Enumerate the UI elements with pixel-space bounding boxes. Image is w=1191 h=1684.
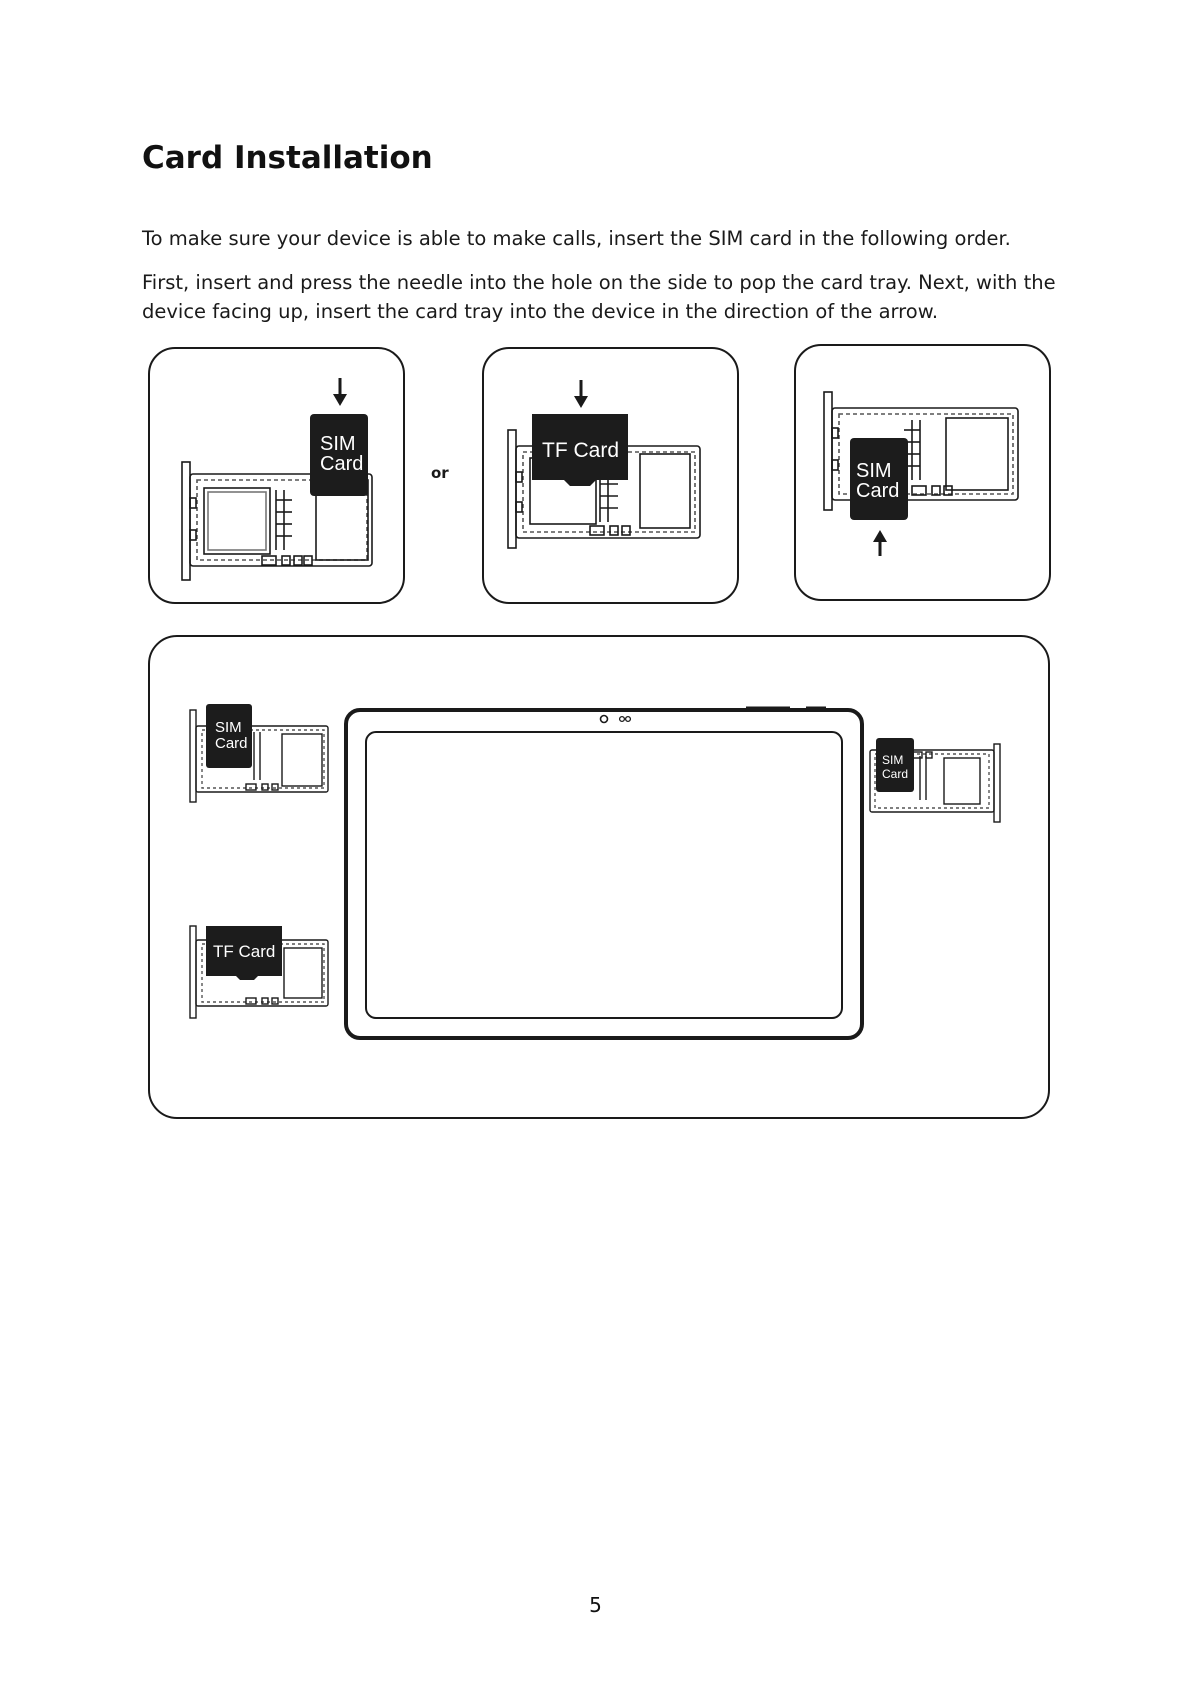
tf-card-label: TF Card (542, 439, 620, 462)
sim-card-label-line1: SIM (320, 433, 356, 455)
panel-tablet-overview (149, 636, 1049, 1118)
tf-card-label: TF Card (213, 942, 276, 961)
panel-sim-insert-reverse (795, 345, 1050, 600)
tray-left-top (190, 704, 328, 802)
panel-sim-insert-option-a (149, 348, 404, 603)
or-label: or (431, 464, 449, 482)
sensor-icon (620, 717, 631, 722)
sim-card-label-line2: Card (215, 735, 248, 752)
tray-left-bottom (190, 926, 328, 1018)
down-arrow-icon (574, 380, 588, 408)
sim-card-label-line1: SIM (882, 753, 904, 767)
sim-card-label-line2: Card (882, 767, 909, 781)
instruction-paragraph: First, insert and press the needle into the hole on the side to pop the card tray. Next, with the device facing up, insert the card tray into the device in the direction of the arrow. (142, 271, 1056, 323)
sim-card-label-line2: Card (856, 480, 900, 502)
tray-right (870, 738, 1000, 822)
sim-card-label-line2: Card (320, 453, 364, 475)
down-arrow-icon (333, 378, 347, 406)
sim-card-label-line1: SIM (856, 460, 892, 482)
page-number: 5 (589, 1593, 602, 1617)
tablet-device (346, 708, 862, 1038)
intro-paragraph: To make sure your device is able to make calls, insert the SIM card in the following order. (142, 227, 1011, 250)
up-arrow-icon (873, 530, 887, 556)
camera-icon (601, 716, 608, 723)
panel-tf-insert-option-b (483, 348, 738, 603)
page-title: Card Installation (142, 140, 433, 176)
sim-card-label-line1: SIM (215, 719, 242, 736)
